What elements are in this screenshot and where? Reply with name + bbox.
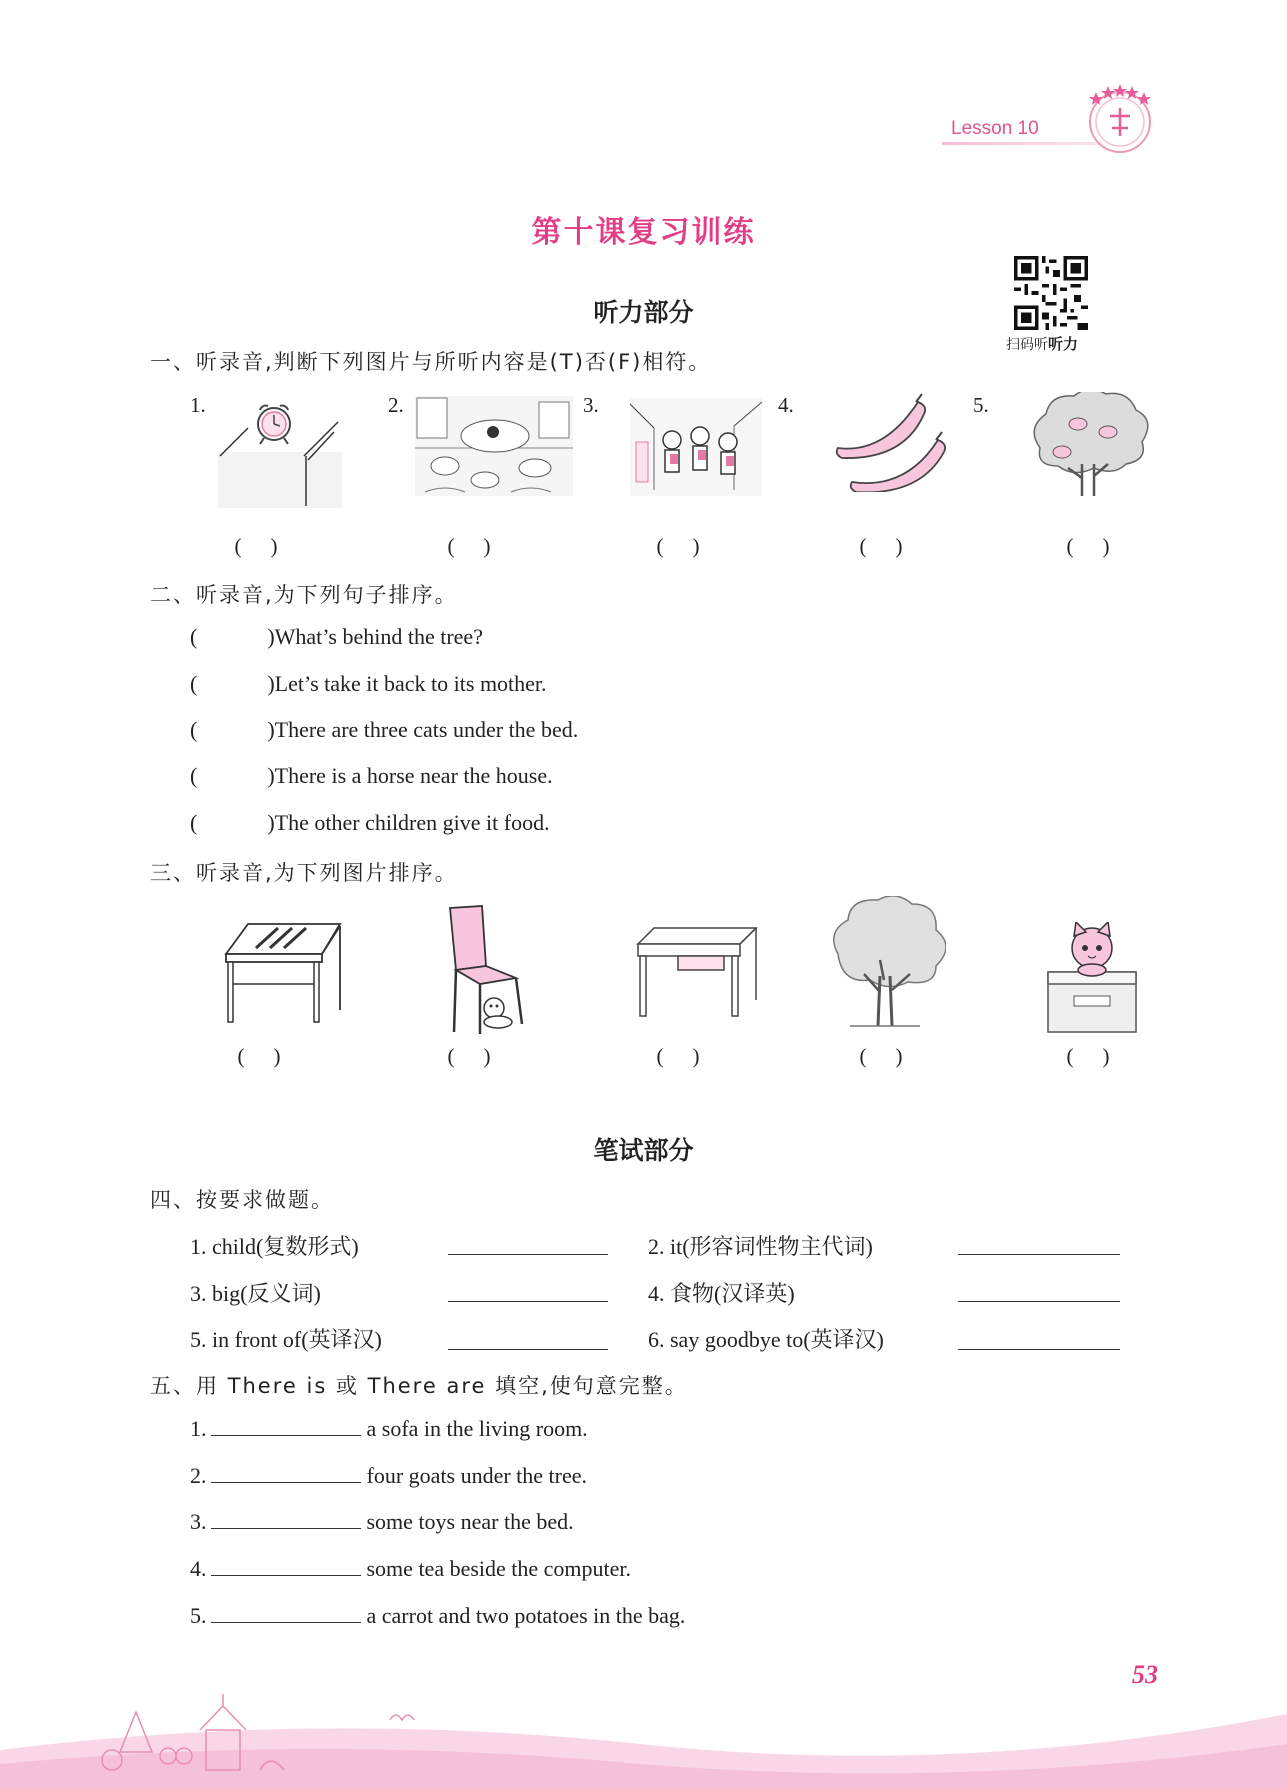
- part1-num-1: 1.: [190, 393, 206, 417]
- part2-title: 二、听录音,为下列句子排序。: [150, 583, 458, 607]
- part3-answer-4[interactable]: ( ): [859, 1044, 907, 1068]
- part2-sentence-2: ( )Let’s take it back to its mother.: [190, 671, 547, 696]
- part4-item-5: 5. in front of(英译汉): [190, 1327, 382, 1352]
- part3-answer-2[interactable]: ( ): [447, 1044, 495, 1068]
- part1-num-5: 5.: [973, 393, 989, 417]
- part4-blank-5[interactable]: [448, 1349, 608, 1350]
- lesson-label: Lesson 10: [951, 118, 1039, 139]
- part2-sentence-1: ( )What’s behind the tree?: [190, 624, 483, 649]
- part1-answer-4[interactable]: ( ): [859, 534, 907, 558]
- part5-item-5: 5. a carrot and two potatoes in the bag.: [190, 1603, 686, 1628]
- part5-blank-1[interactable]: [211, 1417, 361, 1436]
- footer-decoration: [0, 1690, 1287, 1789]
- part4-title: 四、按要求做题。: [150, 1188, 334, 1212]
- room-with-pets-icon: [415, 396, 573, 496]
- part2-sentence-5: ( )The other children give it food.: [190, 810, 550, 835]
- listening-heading: 听力部分: [593, 298, 694, 327]
- part4-blank-6[interactable]: [958, 1349, 1120, 1350]
- part4-item-3: 3. big(反义词): [190, 1281, 321, 1306]
- children-in-room-icon: [630, 398, 762, 496]
- part4-item-6: 6. say goodbye to(英译汉): [648, 1327, 884, 1352]
- part4-item-2: 2. it(形容词性物主代词): [648, 1234, 873, 1259]
- part4-blank-2[interactable]: [958, 1254, 1120, 1255]
- part5-blank-5[interactable]: [211, 1604, 361, 1623]
- part1-num-3: 3.: [583, 393, 599, 417]
- part4-blank-1[interactable]: [448, 1254, 608, 1255]
- part1-num-4: 4.: [778, 393, 794, 417]
- part5-item-3: 3. some toys near the bed.: [190, 1509, 574, 1534]
- part1-num-2: 2.: [388, 393, 404, 417]
- qr-caption: 扫码听听力: [1006, 336, 1079, 353]
- page-title: 第十课复习训练: [531, 216, 756, 249]
- table-with-pencils-icon: [222, 920, 342, 1024]
- part5-item-4: 4. some tea beside the computer.: [190, 1556, 632, 1581]
- part5-blank-4[interactable]: [211, 1557, 361, 1576]
- part2-sentence-3: ( )There are three cats under the bed.: [190, 717, 579, 742]
- part4-blank-3[interactable]: [448, 1301, 608, 1302]
- part5-title: 五、用 There is 或 There are 填空,使句意完整。: [150, 1374, 688, 1398]
- part1-title: 一、听录音,判断下列图片与所听内容是(T)否(F)相符。: [150, 350, 712, 374]
- writing-heading: 笔试部分: [593, 1136, 694, 1165]
- page-number: 53: [1132, 1660, 1158, 1689]
- part4-item-1: 1. child(复数形式): [190, 1234, 359, 1259]
- part5-item-2: 2. four goats under the tree.: [190, 1463, 588, 1488]
- part1-answer-2[interactable]: ( ): [447, 534, 495, 558]
- part3-answer-1[interactable]: ( ): [237, 1044, 285, 1068]
- bananas-icon: [832, 392, 950, 492]
- part1-answer-3[interactable]: ( ): [656, 534, 704, 558]
- part4-item-4: 4. 食物(汉译英): [648, 1281, 795, 1306]
- header-rule: [942, 142, 1102, 145]
- publisher-logo-icon: [1080, 78, 1160, 158]
- part5-blank-3[interactable]: [211, 1510, 361, 1529]
- part3-title: 三、听录音,为下列图片排序。: [150, 861, 458, 885]
- alarm-clock-on-table-icon: [218, 398, 342, 508]
- part2-sentence-4: ( )There is a horse near the house.: [190, 763, 553, 788]
- part5-item-1: 1. a sofa in the living room.: [190, 1416, 588, 1441]
- part3-answer-5[interactable]: ( ): [1066, 1044, 1114, 1068]
- tree-with-birds-icon: [1024, 392, 1152, 500]
- part1-answer-5[interactable]: ( ): [1066, 534, 1114, 558]
- part4-blank-4[interactable]: [958, 1301, 1120, 1302]
- cat-on-box-icon: [1046, 922, 1138, 1034]
- part1-answer-1[interactable]: ( ): [234, 534, 282, 558]
- part5-blank-2[interactable]: [211, 1464, 361, 1483]
- desk-icon: [636, 926, 758, 1018]
- chair-with-dog-icon: [436, 904, 528, 1036]
- part3-answer-3[interactable]: ( ): [656, 1044, 704, 1068]
- tree-icon: [828, 896, 946, 1028]
